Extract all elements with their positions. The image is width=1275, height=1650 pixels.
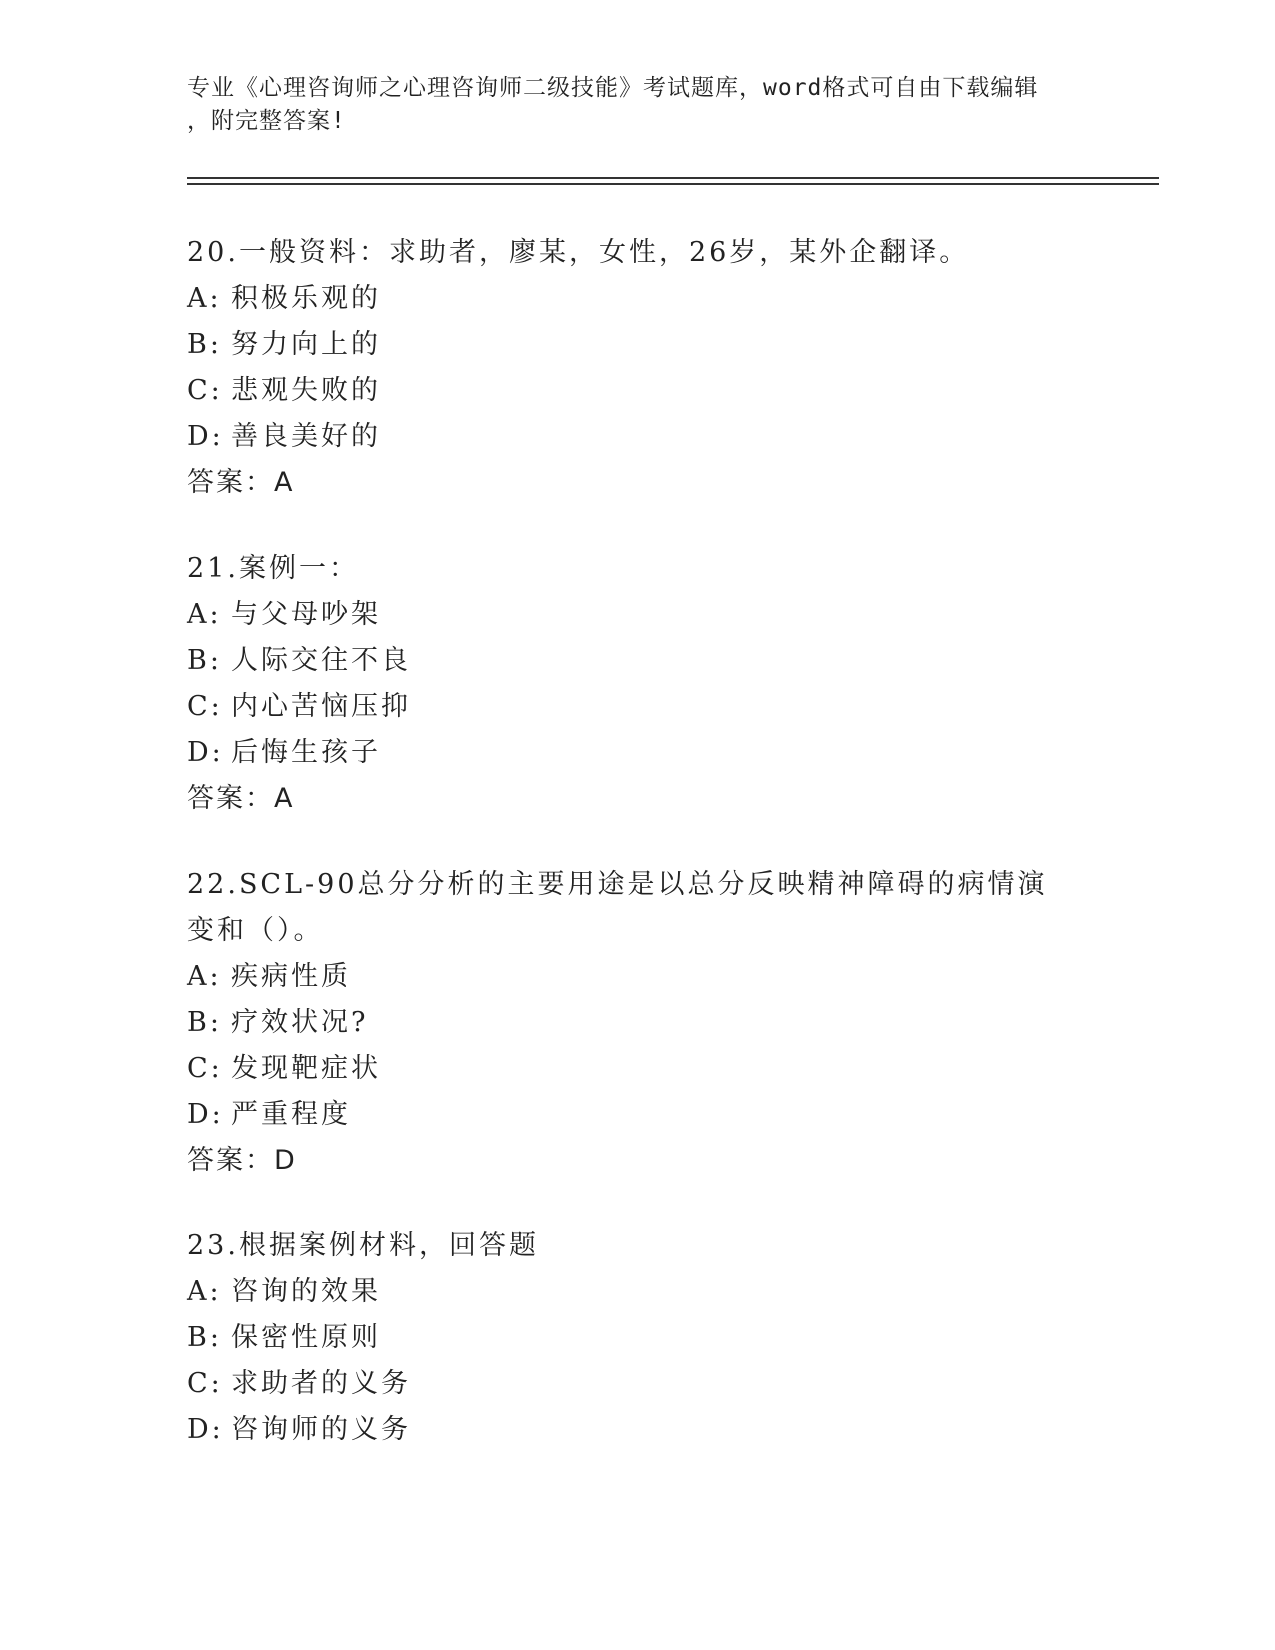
option-text: 后悔生孩子: [231, 737, 381, 768]
option-text: 严重程度: [231, 1099, 351, 1130]
header-line-2: ，附完整答案!: [187, 108, 346, 134]
option-a: [187, 1269, 1087, 1315]
option-key: C:: [187, 1053, 223, 1084]
option-d: [187, 1092, 1087, 1138]
option-text: 咨询的效果: [231, 1276, 381, 1307]
option-text: 疗效状况?: [231, 1007, 369, 1038]
option-d: [187, 1407, 1087, 1453]
option-text: 努力向上的: [231, 329, 381, 360]
option-text: 疾病性质: [231, 961, 351, 992]
header-divider-top: [187, 177, 1159, 179]
option-key: D:: [187, 1099, 224, 1130]
question-stem: 20.一般资料：求助者，廖某，女性，26岁，某外企翻译。: [187, 237, 970, 268]
option-text: 咨询师的义务: [231, 1414, 411, 1445]
option-text: 与父母吵架: [231, 599, 381, 630]
question-22: [187, 862, 1087, 1184]
option-b: [187, 322, 1087, 368]
header-line-1: 专业《心理咨询师之心理咨询师二级技能》考试题库，word格式可自由下载编辑: [187, 75, 1039, 101]
option-key: C:: [187, 691, 223, 722]
option-d: [187, 414, 1087, 460]
question-23: [187, 1223, 1087, 1453]
option-key: A:: [187, 283, 222, 314]
option-key: D:: [187, 421, 224, 452]
question-21: [187, 546, 1087, 822]
question-stem: 21.案例一：: [187, 553, 359, 584]
option-key: D:: [187, 1414, 224, 1445]
option-text: 发现靶症状: [231, 1053, 381, 1084]
option-key: B:: [187, 645, 222, 676]
option-b: [187, 638, 1087, 684]
question-20: [187, 230, 1087, 506]
question-stem: 23.根据案例材料，回答题: [187, 1230, 539, 1261]
option-a: [187, 592, 1087, 638]
document-header: [187, 72, 1087, 138]
option-key: A:: [187, 599, 222, 630]
option-text: 求助者的义务: [231, 1368, 411, 1399]
option-key: D:: [187, 737, 224, 768]
option-text: 保密性原则: [231, 1322, 381, 1353]
option-text: 悲观失败的: [231, 375, 381, 406]
answer-line: 答案：A: [187, 467, 295, 498]
option-key: C:: [187, 375, 223, 406]
option-key: B:: [187, 329, 222, 360]
answer-line: 答案：D: [187, 1145, 297, 1176]
question-stem: 22.SCL-90总分分析的主要用途是以总分反映精神障碍的病情演变和（）。: [187, 869, 1048, 946]
option-a: [187, 954, 1087, 1000]
option-b: [187, 1315, 1087, 1361]
option-key: C:: [187, 1368, 223, 1399]
answer-line: 答案：A: [187, 783, 295, 814]
option-d: [187, 730, 1087, 776]
header-divider-bottom: [187, 183, 1159, 185]
option-key: A:: [187, 961, 222, 992]
option-text: 人际交往不良: [231, 645, 411, 676]
option-c: [187, 684, 1087, 730]
option-b: [187, 1000, 1087, 1046]
option-a: [187, 276, 1087, 322]
option-c: [187, 1361, 1087, 1407]
option-key: B:: [187, 1322, 222, 1353]
option-c: [187, 368, 1087, 414]
option-key: B:: [187, 1007, 222, 1038]
option-text: 积极乐观的: [231, 283, 381, 314]
option-text: 善良美好的: [231, 421, 381, 452]
option-text: 内心苦恼压抑: [231, 691, 411, 722]
option-key: A:: [187, 1276, 222, 1307]
option-c: [187, 1046, 1087, 1092]
